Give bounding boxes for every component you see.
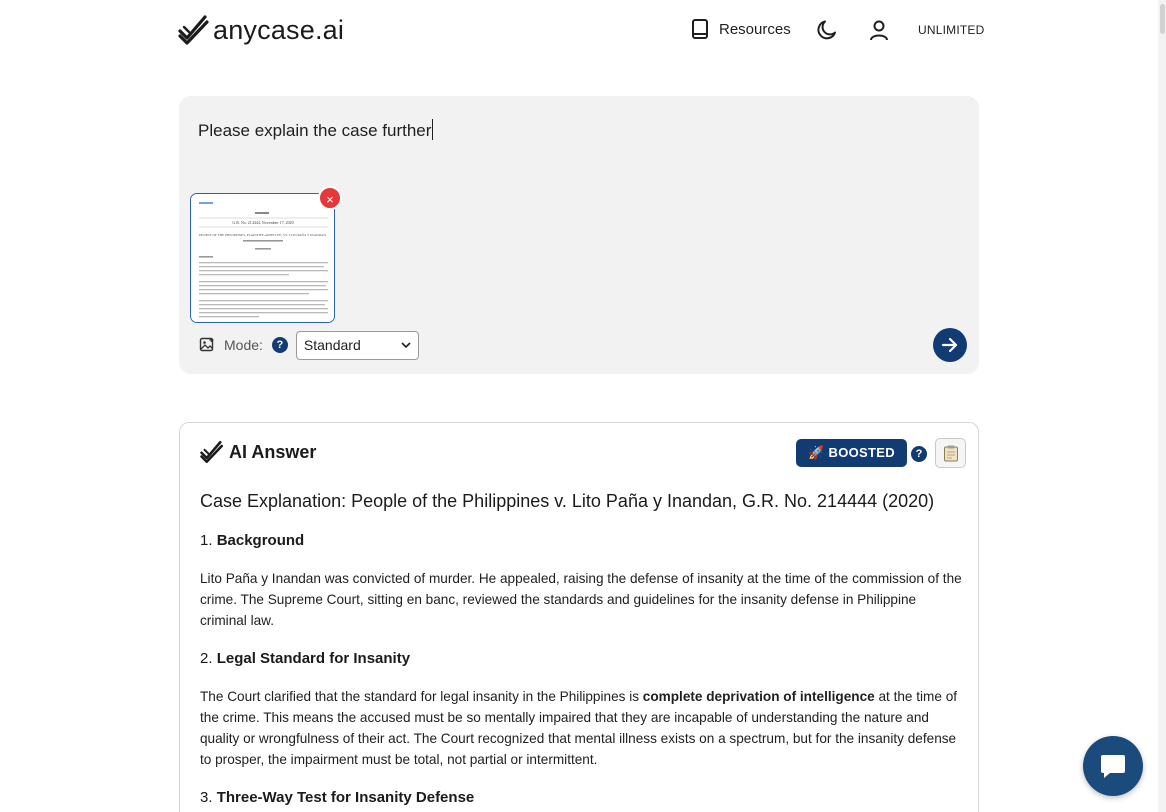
mode-row	[199, 330, 419, 360]
chevron-down-icon	[401, 341, 411, 349]
copy-answer-button[interactable]	[935, 438, 966, 468]
answer-body	[200, 489, 962, 809]
section-heading: 3. Three-Way Test for Insanity Defense	[200, 789, 475, 806]
doc-parties: PEOPLE OF THE PHILIPPINES, PLAINTIFF-APPELLEE, VS. LITO PAÑA Y INANDAN,	[199, 233, 327, 237]
section-paragraph: Lito Paña y Inandan was convicted of murder. He appealed, raising the defense of insanity at the time of the commission of the crime. The Supreme Court, sitting en banc, reviewed the standards and guidelines for the insanity defense in Philippine criminal law.	[200, 571, 962, 628]
clipboard-icon	[942, 444, 960, 462]
plan-label: UNLIMITED	[918, 23, 985, 37]
logo-text: anycase.ai	[213, 14, 345, 45]
arrow-right-icon	[940, 335, 960, 355]
boosted-badge: 🚀 BOOSTED	[796, 439, 907, 467]
chat-widget-button[interactable]	[1083, 736, 1143, 796]
checkmark-stack-icon	[200, 440, 224, 464]
resources-label: Resources	[719, 20, 791, 38]
boost-help-icon[interactable]: ?	[911, 446, 927, 462]
user-icon	[867, 18, 891, 42]
page-scrollbar[interactable]	[1158, 0, 1166, 812]
top-header	[0, 0, 1166, 62]
mode-select[interactable]	[296, 331, 419, 360]
image-upload-icon[interactable]	[199, 337, 215, 353]
send-button[interactable]	[933, 328, 967, 362]
remove-attachment-button[interactable]: ×	[318, 186, 342, 210]
document-preview	[191, 194, 335, 323]
section-heading: 1. Background	[200, 532, 305, 549]
logo[interactable]	[178, 14, 344, 46]
prompt-input[interactable]	[198, 119, 433, 141]
chat-bubble-icon	[1098, 751, 1128, 781]
book-icon	[690, 18, 710, 40]
theme-toggle[interactable]	[815, 18, 839, 47]
prompt-input-text: Please explain the case further	[198, 121, 432, 140]
ai-answer-card	[179, 422, 979, 812]
case-title: Case Explanation: People of the Philippines v. Lito Paña y Inandan, G.R. No. 214444 (2020)	[200, 491, 935, 511]
user-account-button[interactable]	[867, 18, 891, 47]
section-heading: 2. Legal Standard for Insanity	[200, 650, 411, 667]
answer-header	[200, 440, 316, 464]
moon-icon	[815, 18, 839, 42]
mode-label: Mode:	[224, 337, 263, 353]
resources-link[interactable]	[690, 18, 791, 40]
doc-header: G.R. No. 214444, November 17, 2020	[232, 220, 294, 225]
answer-title: AI Answer	[229, 441, 317, 462]
section-paragraph: The Court clarified that the standard for legal insanity in the Philippines is complete deprivation of intelligence at the time of the crime. This means the accused must be so mentally impaired that they are incapable of understanding the nature and quality or wrongfulness of their act. The Court recognized that mental illness exists on a spectrum, but for the insanity defense to prosper, the impairment must be total, not partial or intermittent.	[200, 689, 958, 767]
checkmark-stack-icon	[178, 14, 210, 46]
attachment-thumbnail[interactable]	[190, 193, 335, 323]
mode-select-value: Standard	[303, 337, 361, 353]
mode-help-icon[interactable]: ?	[272, 337, 288, 353]
prompt-box	[179, 96, 979, 374]
